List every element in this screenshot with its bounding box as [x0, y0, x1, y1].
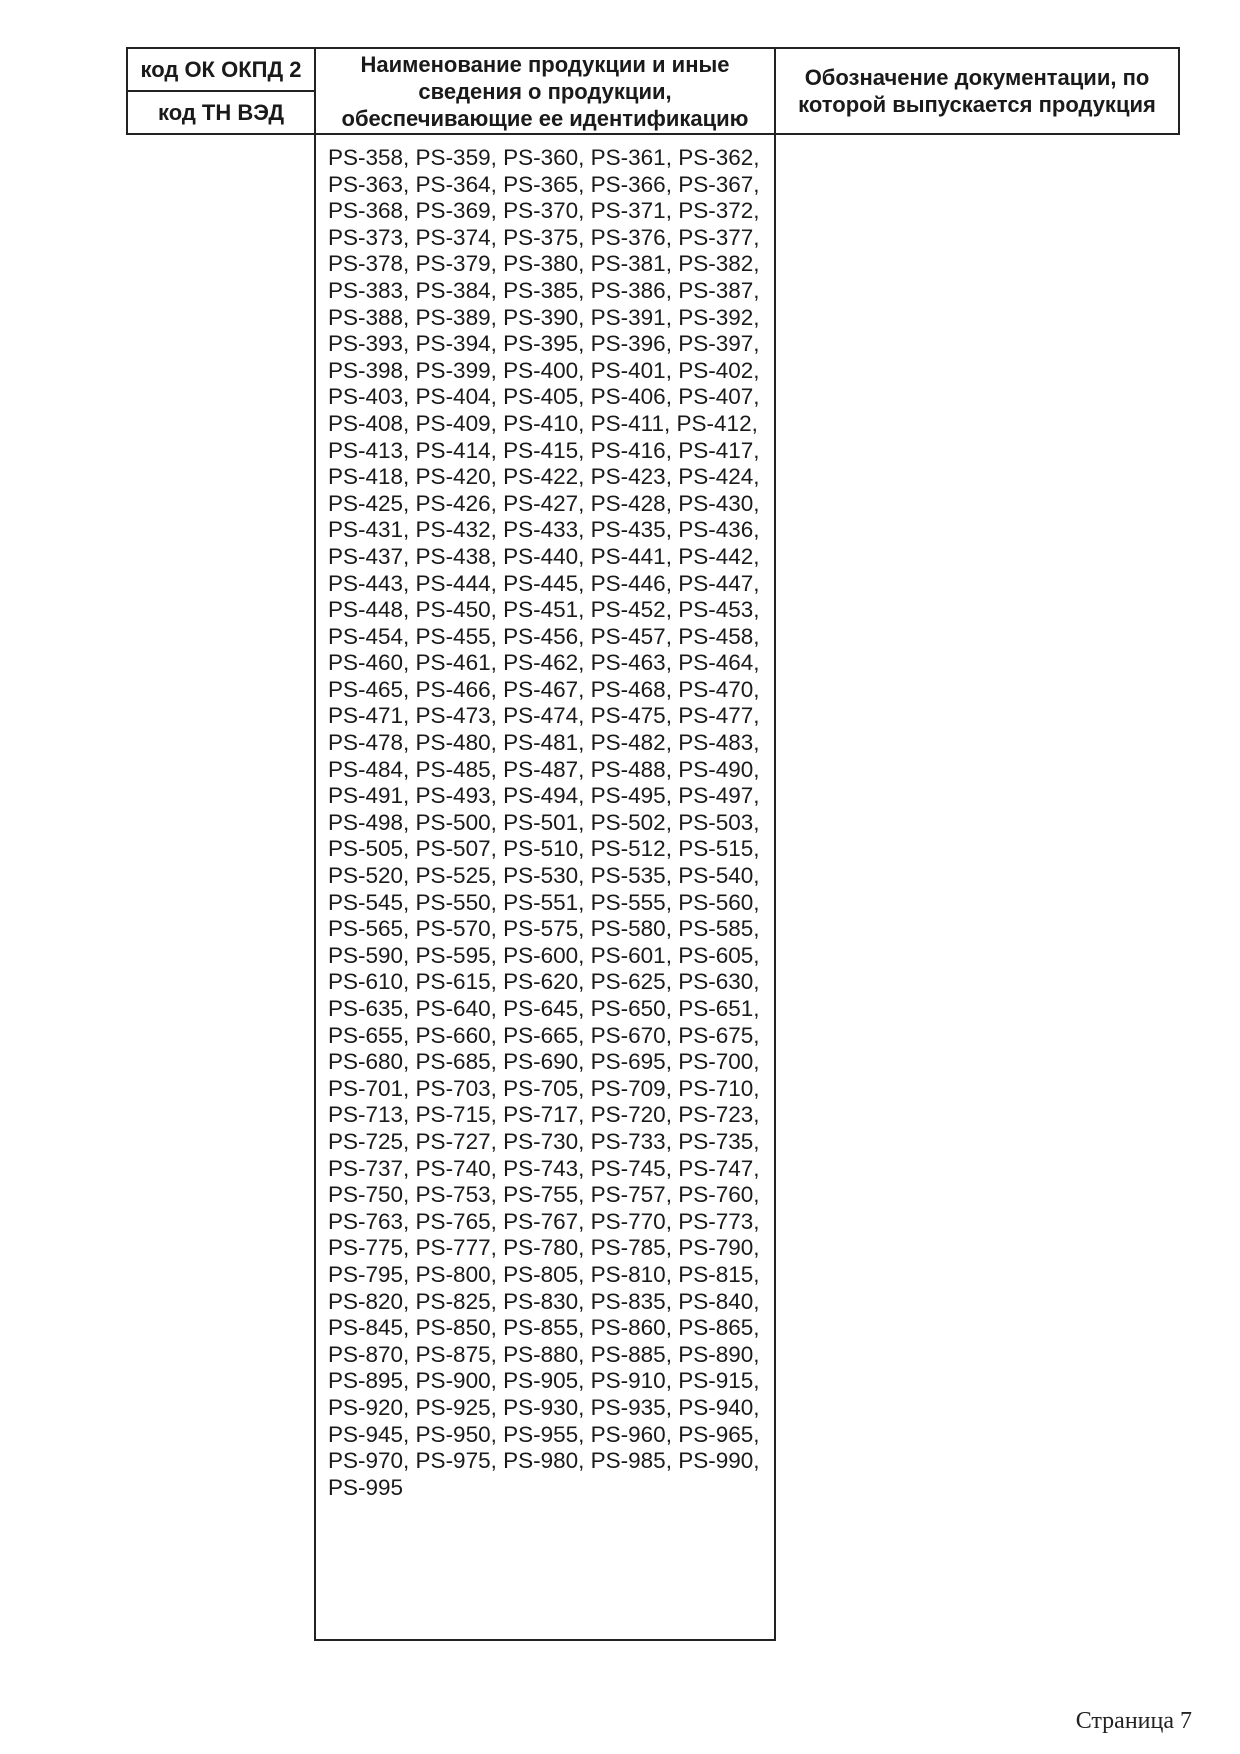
header-product-name: Наименование продукции и иные сведения о продукции, обеспечивающие ее идентификацию — [314, 47, 776, 135]
product-models-list: PS-358, PS-359, PS-360, PS-361, PS-362, PS-363, PS-364, PS-365, PS-366, PS-367, PS-368, PS-369, PS-370, PS-371, PS-372, PS-373, PS-374, PS-375, PS-376, PS-377, PS-378, PS-379, PS-380, PS-381, PS-382, PS-383, PS-384, PS-385, PS-386, PS-387, PS-388, PS-389, PS-390, PS-391, PS-392, PS-393, PS-394, PS-395, PS-396, PS-397, PS-398, PS-399, PS-400, PS-401, PS-402, PS-403, PS-404, PS-405, PS-406, PS-407, PS-408, PS-409, PS-410, PS-411, PS-412, PS-413, PS-414, PS-415, PS-416, PS-417, PS-418, PS-420, PS-422, PS-423, PS-424, PS-425, PS-426, PS-427, PS-428, PS-430, PS-431, PS-432, PS-433, PS-435, PS-436, PS-437, PS-438, PS-440, PS-441, PS-442, PS-443, PS-444, PS-445, PS-446, PS-447, PS-448, PS-450, PS-451, PS-452, PS-453, PS-454, PS-455, PS-456, PS-457, PS-458, PS-460, PS-461, PS-462, PS-463, PS-464, PS-465, PS-466, PS-467, PS-468, PS-470, PS-471, PS-473, PS-474, PS-475, PS-477, PS-478, PS-480, PS-481, PS-482, PS-483, PS-484, PS-485, PS-487, PS-488, PS-490, PS-491, PS-493, PS-494, PS-495, PS-497, PS-498, PS-500, PS-501, PS-502, PS-503, PS-505, PS-507, PS-510, PS-512, PS-515, PS-520, PS-525, PS-530, PS-535, PS-540, PS-545, PS-550, PS-551, PS-555, PS-560, PS-565, PS-570, PS-575, PS-580, PS-585, PS-590, PS-595, PS-600, PS-601, PS-605, PS-610, PS-615, PS-620, PS-625, PS-630, PS-635, PS-640, PS-645, PS-650, PS-651, PS-655, PS-660, PS-665, PS-670, PS-675, PS-680, PS-685, PS-690, PS-695, PS-700, PS-701, PS-703, PS-705, PS-709, PS-710, PS-713, PS-715, PS-717, PS-720, PS-723, PS-725, PS-727, PS-730, PS-733, PS-735, PS-737, PS-740, PS-743, PS-745, PS-747, PS-750, PS-753, PS-755, PS-757, PS-760, PS-763, PS-765, PS-767, PS-770, PS-773, PS-775, PS-777, PS-780, PS-785, PS-790, PS-795, PS-800, PS-805, PS-810, PS-815, PS-820, PS-825, PS-830, PS-835, PS-840, PS-845, PS-850, PS-855, PS-860, PS-865, PS-870, PS-875, PS-880, PS-885, PS-890, PS-895, PS-900, PS-905, PS-910, PS-915, PS-920, PS-925, PS-930, PS-935, PS-940, PS-945, PS-950, PS-955, PS-960, PS-965, PS-970, PS-975, PS-980, PS-985, PS-990, PS-995 — [328, 145, 760, 1500]
table-header-row — [126, 47, 1180, 135]
page-number: Страница 7 — [1075, 1708, 1192, 1734]
product-models-cell — [314, 133, 776, 1641]
header-code-tnved: код ТН ВЭД — [126, 90, 316, 135]
header-documentation: Обозначение документации, по которой выпускается продукция — [774, 47, 1180, 135]
header-code-okpd: код ОК ОКПД 2 — [126, 47, 316, 92]
